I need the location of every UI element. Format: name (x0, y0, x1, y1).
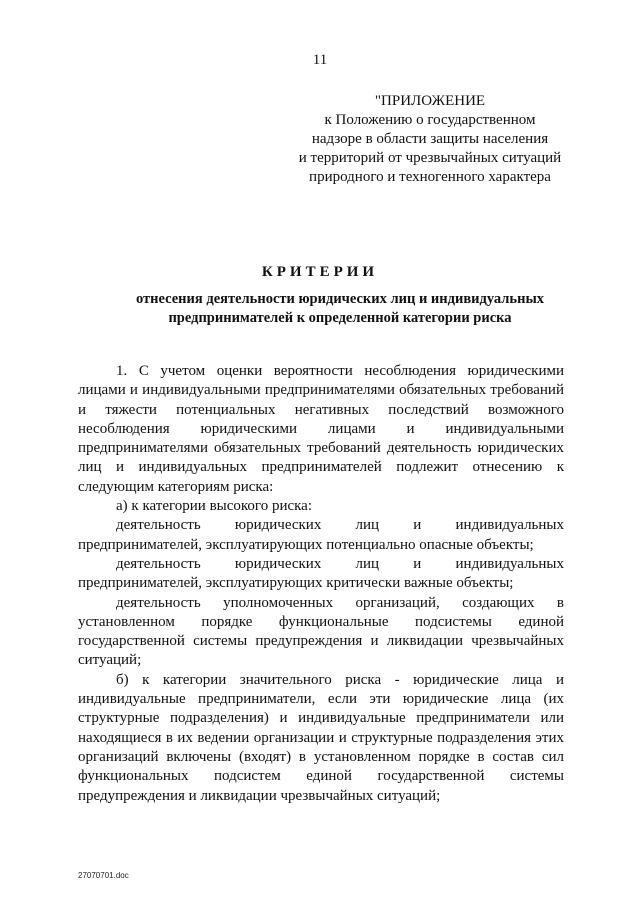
page-number: 11 (312, 52, 328, 68)
appendix-line: к Положению о государственном (324, 112, 536, 128)
appendix-line: "ПРИЛОЖЕНИЕ (374, 93, 486, 109)
subtitle-line: предпринимателей к определенной категории риска (168, 310, 512, 326)
appendix-line: надзоре в области защиты населения (311, 131, 549, 147)
paragraph: 1. С учетом оценки вероятности несоблюдения юридическими лицами и индивидуальными предпринимателями обязательных требований и тяжести потенциальных негативных последствий возможного несоблюдения юридическими лицами и индивидуальными предпринимателями обязательных требований деятельность юридических лиц и индивидуальных предпринимателей подлежит отнесению к следующим категориям риска: (78, 363, 564, 495)
paragraph: б) к категории значительного риска - юридические лица и индивидуальные предприниматели, если эти юридические лица (их структурные подразделения) и индивидуальные предприниматели или находящиеся в их ведении организации и структурные подразделения этих организаций включены (входят) в установленном порядке в состав сил функциональных подсистем единой государственной системы предупреждения и ликвидации чрезвычайных ситуаций; (78, 671, 564, 804)
document-title: КРИТЕРИИ (261, 264, 379, 280)
paragraph: деятельность юридических лиц и индивидуальных предпринимателей, эксплуатирующих критически важные объекты; (78, 555, 564, 592)
document-subtitle (100, 290, 580, 328)
appendix-line: природного и техногенного характера (309, 169, 551, 185)
paragraph: а) к категории высокого риска: (116, 498, 313, 515)
appendix-line: и территорий от чрезвычайных ситуаций (298, 150, 562, 166)
file-name-footer: 27070701.doc (78, 871, 129, 880)
subtitle-line: отнесения деятельности юридических лиц и индивидуальных (135, 291, 545, 307)
paragraph: деятельность юридических лиц и индивидуальных предпринимателей, эксплуатирующих потенциально опасные объекты; (78, 517, 564, 553)
appendix-header (280, 92, 580, 187)
paragraph: деятельность уполномоченных организаций, создающих в установленном порядке функциональные подсистемы единой государственной системы предупреждения и ликвидации чрезвычайных ситуаций; (78, 594, 564, 669)
body-text (78, 362, 564, 806)
